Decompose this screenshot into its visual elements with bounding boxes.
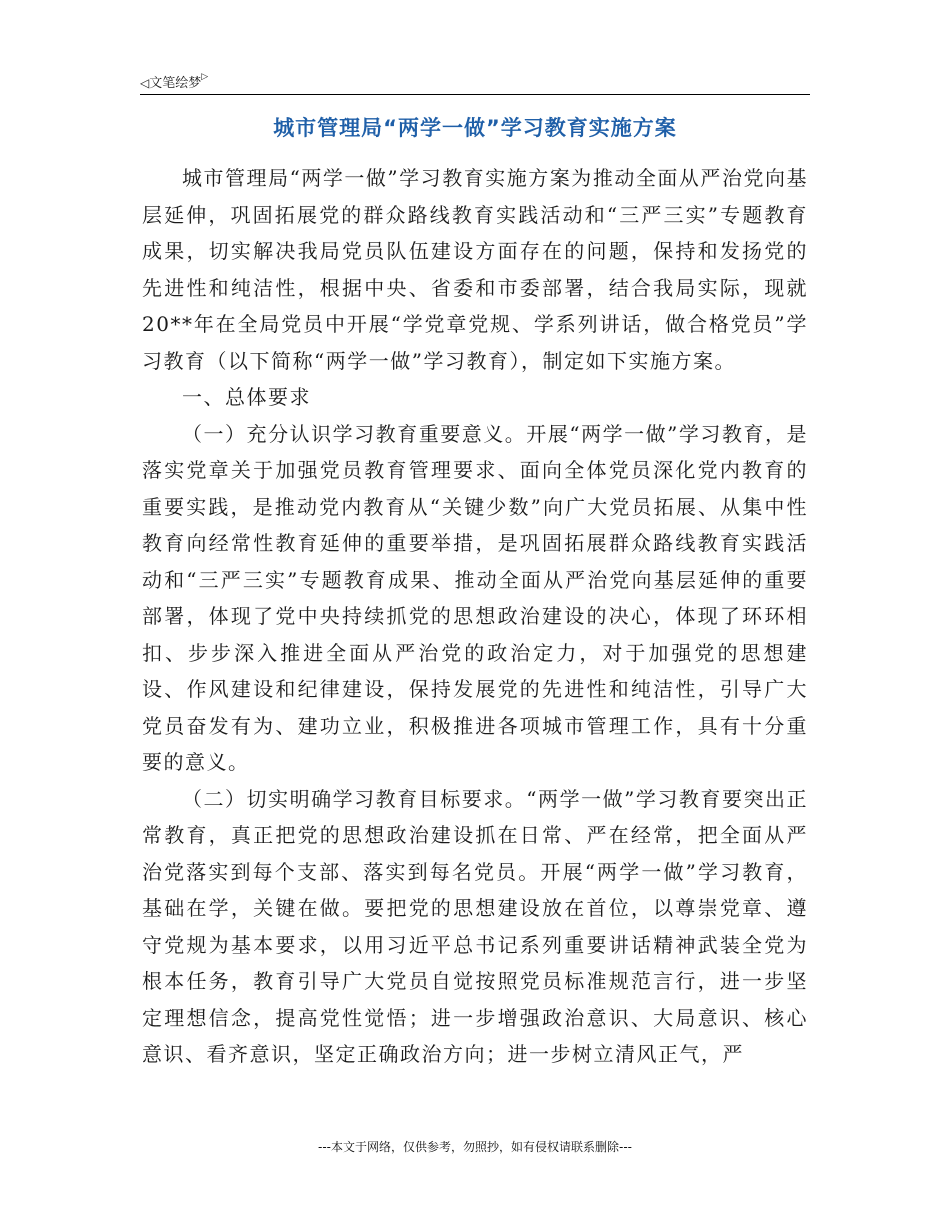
footer-notice: ---本文于网络，仅供参考，勿照抄，如有侵权请联系删除--- xyxy=(318,1140,632,1154)
left-triangle-icon: ◁ xyxy=(140,76,150,90)
section-heading: 一、总体要求 xyxy=(182,385,311,409)
right-triangle-icon: ▷ xyxy=(201,72,209,82)
intro-paragraph: 城市管理局“两学一做”学习教育实施方案为推动全面从严治党向基层延伸，巩固拓展党的群众路线教育实践活动和“三严三实”专题教育成果，切实解决我局党员队伍建设方面存在的问题，保持和发扬党的先进性和纯洁性，根据中央、省委和市委部署，结合我局实际，现就20**年在全局党员中开展“学党章党规、学系列讲话，做合格党员”学习教育（以下简称“两学一做”学习教育），制定如下实施方案。 xyxy=(142,166,808,373)
body-paragraph: （一）充分认识学习教育重要意义。开展“两学一做”学习教育，是落实党章关于加强党员教育管理要求、面向全体党员深化党内教育的重要实践，是推动党内教育从“关键少数”向广大党员拓展、从集中性教育向经常性教育延伸的重要举措，是巩固拓展群众路线教育实践活动和“三严三实”专题教育成果、推动全面从严治党向基层延伸的重要部署，体现了党中央持续抓党的思想政治建设的决心，体现了环环相扣、步步深入推进全面从严治党的政治定力，对于加强党的思想建设、作风建设和纪律建设，保持发展党的先进性和纯洁性，引导广大党员奋发有为、建功立业，积极推进各项城市管理工作，具有十分重要的意义。 xyxy=(142,421,808,774)
body-paragraph: （二）切实明确学习教育目标要求。“两学一做”学习教育要突出正常教育，真正把党的思想政治建设抓在日常、严在经常，把全面从严治党落实到每个支部、落实到每名党员。开展“两学一做”学习教育，基础在学，关键在做。要把党的思想建设放在首位，以尊崇党章、遵守党规为基本要求，以用习近平总书记系列重要讲话精神武装全党为根本任务，教育引导广大党员自觉按照党员标准规范言行，进一步坚定理想信念，提高党性觉悟；进一步增强政治意识、大局意识、核心意识、看齐意识，坚定正确政治方向；进一步树立清风正气，严 xyxy=(142,786,808,1066)
document-title: 城市管理局“两学一做”学习教育实施方案 xyxy=(273,116,677,140)
page-header xyxy=(140,72,810,95)
brand-name: 文笔绘梦 xyxy=(149,76,202,91)
document-body xyxy=(142,160,808,1073)
